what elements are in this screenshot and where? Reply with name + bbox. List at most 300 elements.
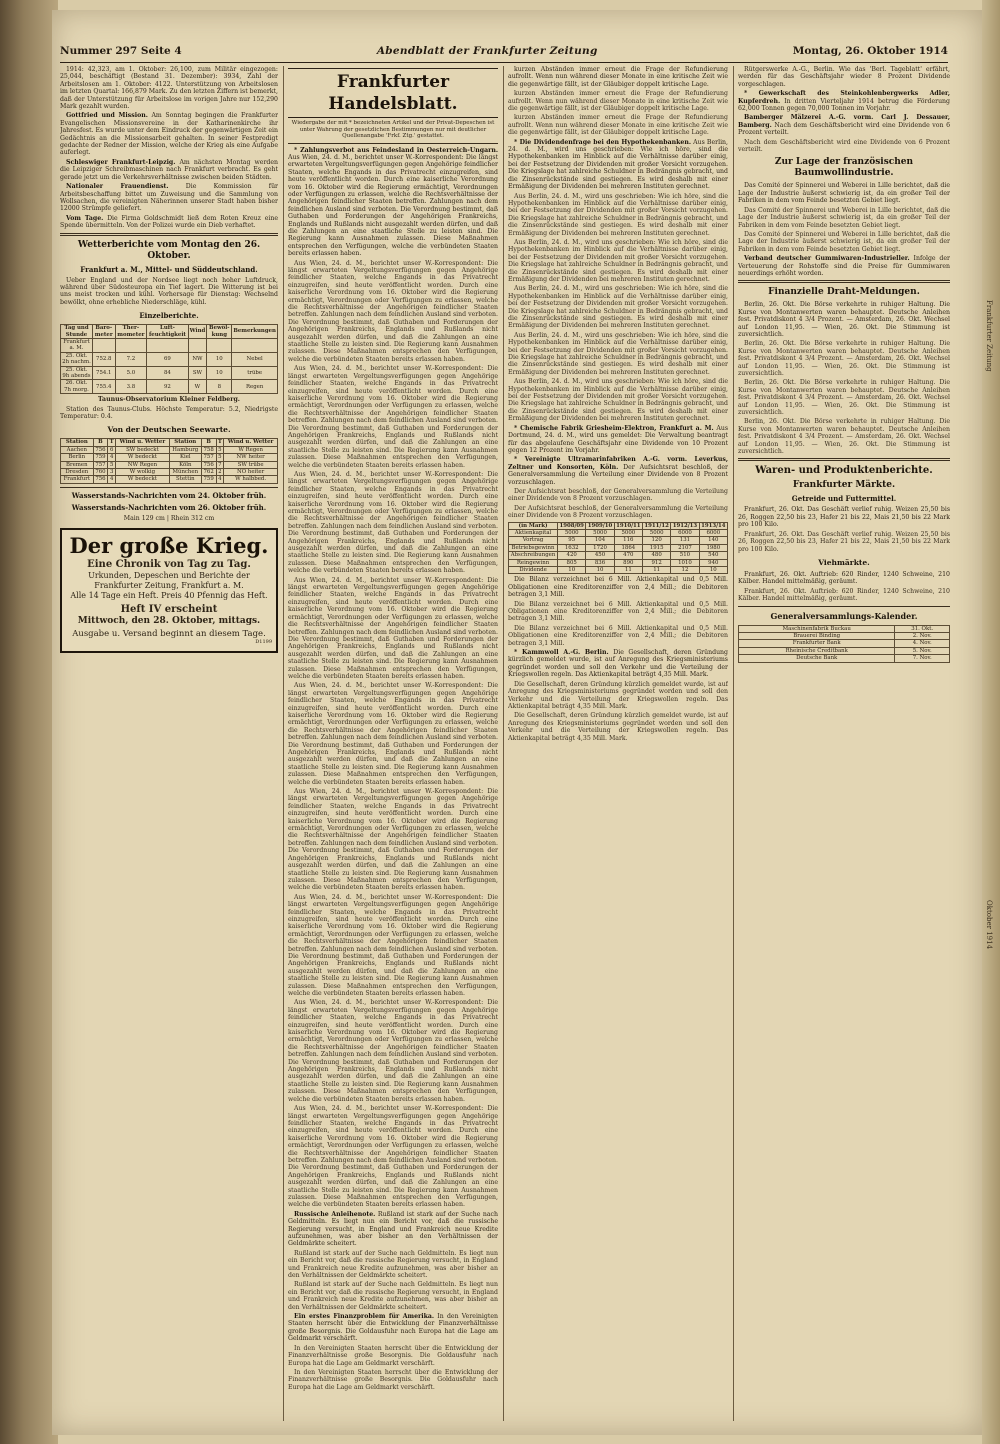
column-business xyxy=(508,66,728,1416)
bilanz-cell: 116 xyxy=(614,537,642,544)
seewarte-cell: NW Regen xyxy=(116,461,170,468)
seewarte-cell: Frankfurt xyxy=(61,476,94,483)
bilanz-cell: Reingewinn xyxy=(509,559,558,566)
article-zahlungsverbot-text-cont-9: Aus Wien, 24. d. M., berichtet unser W.-Korrespondent: Die längst erwarteten Vergeltungsverfügungen gegen Angehörige feindlicher Staaten, welche Engands in das Privatrecht einzugreifen, sind heute veröffentlicht worden. Durch eine kaiserliche Verordnung vom 16. Oktober wird die Regierung ermächtigt, Verordnungen oder Verfügungen zu erlassen, welche die Rechtsverhältnisse der Angehörigen feindlicher Staaten betreffen. Zahlungen nach dem feindlichen Ausland sind verboten. Die Verordnung bestimmt, daß Guthaben und Forderungen der Angehörigen Frankreichs, Englands und Rußlands nicht ausgezahlt werden dürfen, und daß die Zahlungen an eine staatliche Stelle zu leisten sind. Die Regierung kann Ausnahmen zulassen. Diese Maßnahmen entsprechen den Verfügungen, welche die verbündeten Staaten bereits erlassen haben. xyxy=(288,1105,498,1209)
seewarte-cell: 4 xyxy=(108,454,116,461)
weather-text: Ueber England und der Nordsee liegt noch hoher Luftdruck, während über Südosteuropa ein Tief lagert. Die Witterung ist bei uns meist trocken und kühl. Vorhersage für Dienstag: Wechselnd bewölkt, ohne erhebliche Niederschläge, kühl. xyxy=(60,276,278,306)
einzel-cell: 84 xyxy=(147,366,188,380)
einzel-cell: 10 xyxy=(207,352,232,366)
bilanz-row xyxy=(509,529,728,536)
einzel-cell: 8 xyxy=(207,380,232,394)
intro-paragraph: 1914: 42,323, am 1. Oktober: 26,100, zum Militär eingezogen: 25,044, beschäftigt (Bestand 31. Dezember): 3934, Zahl der Arbeitslosen am 1. Oktober: 4122. Unterstützung von Arbeitslosen im letzten Quartal: 166,879 Mark. Zu den letzten Ziffern ist bemerkt, daß der Unterstützung für Arbeitslose im vorigen Jahre nur 152,290 Mark gezahlt wurden. xyxy=(60,66,278,111)
article-zahlungsverbot-text-cont-2: Aus Wien, 24. d. M., berichtet unser W.-Korrespondent: Die längst erwarteten Vergeltungsverfügungen gegen Angehörige feindlicher Staaten, welche Engands in das Privatrecht einzugreifen, sind heute veröffentlicht worden. Durch eine kaiserliche Verordnung vom 16. Oktober wird die Regierung ermächtigt, Verordnungen oder Verfügungen zu erlassen, welche die Rechtsverhältnisse der Angehörigen feindlicher Staaten betreffen. Zahlungen nach dem feindlichen Ausland sind verboten. Die Verordnung bestimmt, daß Guthaben und Forderungen der Angehörigen Frankreichs, Englands und Rußlands nicht ausgezahlt werden dürfen, und daß die Zahlungen an eine staatliche Stelle zu leisten sind. Die Regierung kann Ausnahmen zulassen. Diese Maßnahmen entsprechen den Verfügungen, welche die verbündeten Staaten bereits erlassen haben. xyxy=(288,365,498,469)
einzel-header-cell: Ther-mometer xyxy=(115,325,147,339)
article-mission xyxy=(60,112,278,156)
seewarte-header-cell: T xyxy=(109,439,114,446)
gv-cell: Deutsche Bank xyxy=(739,655,895,662)
article-kammwoll-cont: Die Gesellschaft, deren Gründung kürzlich gemeldet wurde, ist auf Anregung des Kriegsministeriums gegründet worden und soll den Verkehr und die Verteilung der Kriegswollen regeln. Das Aktienkapital beträgt 4,35 Mill. Mark. xyxy=(508,680,728,710)
article-hypothekenbanken-cont-3: Aus Berlin, 24. d. M., wird uns geschrieben: Wie ich höre, sind die Hypothekenbanken im Hinblick auf die Verhältnisse darüber einig, bei der Festsetzung der Dividenden mit großer Vorsicht vorzugehen. Die Kriegslage hat zahlreiche Schuldner in Bedrängnis gebracht, und die Zinsenrückstände sind gestiegen. Es wird deshalb mit einer Ermäßigung der Dividenden bei mehreren Instituten gerechnet. xyxy=(508,285,728,330)
einzel-table xyxy=(60,324,278,394)
bilanz-cell: Dividende xyxy=(509,567,558,574)
article-vom-tage-head: Vom Tage. xyxy=(66,214,104,222)
einzel-cell: Frankfurt a. M. xyxy=(61,338,93,352)
seewarte-cell: 4 xyxy=(216,476,224,483)
bilanz-header-cell: 1911/12 xyxy=(644,522,669,529)
einzel-header-cell: Tag und Stunde xyxy=(61,325,93,339)
bilanz-text: Die Bilanz verzeichnet bei 6 Mill. Aktienkapital und 0,5 Mill. Obligationen eine Kreditorenziffer von 2,4 Mill.; die Debitoren betragen 3,1 Mill. xyxy=(508,576,728,599)
seewarte-cell: W halbbed. xyxy=(224,476,278,483)
baumwoll-text-cont: Das Comité der Spinnerei und Weberei in Lille berichtet, daß die Lage der Industrie äußerst schwierig ist, da ein großer Teil der Fabriken in dem vom Feinde besetzten Gebiet liegt. xyxy=(738,206,950,229)
waren-title: Waren- und Produktenberichte. xyxy=(755,465,933,477)
seewarte-row xyxy=(61,461,278,468)
bilanz-header-cell: 1908/09 xyxy=(559,522,584,529)
bilanz-cell: 5000 xyxy=(614,529,642,536)
einzel-header-cell: Bemerkungen xyxy=(232,325,278,339)
ad-line-3: Alle 14 Tage ein Heft. Preis 40 Pfennig das Heft. xyxy=(70,591,268,601)
seewarte-cell: 756 xyxy=(93,476,108,483)
seewarte-cell: 5 xyxy=(216,446,224,453)
article-gummi-head: Verband deutscher Gummiwaren-Industrieller. xyxy=(744,255,910,263)
article-hypothekenbanken-cont-4: Aus Berlin, 24. d. M., wird uns geschrieben: Wie ich höre, sind die Hypothekenbanken im Hinblick auf die Verhältnisse darüber einig, bei der Festsetzung der Dividenden mit großer Vorsicht vorzugehen. Die Kriegslage hat zahlreiche Schuldner in Bedrängnis gebracht, und die Zinsenrückstände sind gestiegen. Es wird deshalb mit einer Ermäßigung der Dividenden bei mehreren Instituten gerechnet. xyxy=(508,331,728,376)
article-refundierung-cont: kurzen Abständen immer erneut die Frage der Refundierung aufrollt. Wenn nun während dieser Monate in eine kritische Zeit wie die gegenwärtige fällt, ist der Gläubiger doppelt kritische Lage. xyxy=(508,90,728,113)
gv-cell: 31. Okt. xyxy=(895,625,950,632)
ad-line-5: Mittwoch, den 28. Oktober, mittags. xyxy=(77,616,261,627)
article-adler-head: * Gewerkschaft des Steinkohlenbergwerks Adler, Kupferdreh. xyxy=(738,90,950,105)
article-amerika-text-cont: In den Vereinigten Staaten herrscht über die Entwicklung der Finanzverhältnisse große Besorgnis. Die Goldausfuhr nach Europa hat die Lage am Geldmarkt verschärft. xyxy=(288,1344,498,1367)
article-ultramarin-cont-2: Der Aufsichtsrat beschloß, der Generalversammlung die Verteilung einer Dividende von 8 Prozent vorzuschlagen. xyxy=(508,504,728,520)
bilanz-text-cont: Die Bilanz verzeichnet bei 6 Mill. Aktienkapital und 0,5 Mill. Obligationen eine Kreditorenziffer von 2,4 Mill.; die Debitoren betragen 3,1 Mill. xyxy=(508,600,728,623)
divider xyxy=(738,280,950,283)
seewarte-row xyxy=(61,469,278,476)
baumwoll-text: Das Comité der Spinnerei und Weberei in Lille berichtet, daß die Lage der Industrie äußerst schwierig ist, da ein großer Teil der Fabriken in dem vom Feinde besetzten Gebiet liegt. xyxy=(738,182,950,205)
article-ultramarin-head: * Vereinigte Ultramarinfabriken A.-G. vorm. Leverkus, Zeltner und Konsorten, Köln. xyxy=(508,456,728,471)
seewarte-header-cell: B xyxy=(201,439,216,446)
article-ruetgers: Rütgerswerke A.-G., Berlin. Wie das 'Berl. Tageblatt' erfährt, werden für das Geschäftsjahr wieder 8 Prozent Dividende vorgeschlagen. xyxy=(738,66,950,88)
draht-text-cont-3: Berlin, 26. Okt. Die Börse verkehrte in ruhiger Haltung. Die Kurse von Montanwerten waren behauptet. Deutsche Anleihen fest. Privatdiskont 4 3/4 Prozent. — Amsterdam, 26. Okt. Wechsel auf London 11,95. — Wien, 26. Okt. Die Stimmung ist zuversichtlich. xyxy=(738,418,950,456)
seewarte-cell: 5 xyxy=(108,461,116,468)
maerkte-text-cont: Frankfurt, 26. Okt. Das Geschäft verlief ruhig. Weizen 25,50 bis 26, Roggen 22,50 bis 23, Hafer 21 bis 22, Mais 21,50 bis 22 Mark pro 100 Kilo. xyxy=(738,530,950,553)
masthead xyxy=(60,40,948,63)
seewarte-header-cell: T xyxy=(217,439,222,446)
weather-subtitle: Frankfurt a. M., Mittel- und Süddeutschland. xyxy=(80,264,258,274)
ad-line-1: Urkunden, Depeschen und Berichte der xyxy=(88,571,250,581)
taunus-text: Station des Taunus-Clubs. Höchste Temperatur: 5.2, Niedrigste Temperatur: 0.4. xyxy=(60,405,278,421)
bilanz-cell: 1864 xyxy=(614,544,642,551)
einzel-cell: 3.8 xyxy=(115,380,147,394)
article-anleihenote-text-cont-2: Rußland ist stark auf der Suche nach Geldmitteln. Es liegt nun ein Bericht vor, daß die russische Regierung versucht, in England und Frankreich neue Kredite aufzunehmen, was aber bisher an den Verhältnissen der Geldmärkte scheitert. xyxy=(288,1281,498,1311)
einzel-cell: 755.4 xyxy=(92,380,115,394)
seewarte-cell: NW heiter xyxy=(224,454,278,461)
article-frauendienst-text: Die Kommission für Arbeitsbeschaffung bittet um Zuweisung und die Sammlung von Wollsachen, die vereinigten Näherinnen unserer Stadt haben bisher 12000 Strümpfe geliefert. xyxy=(60,183,278,213)
gv-table xyxy=(738,625,950,663)
ad-line-4: Heft IV erscheint xyxy=(120,604,218,616)
seewarte-cell: 5 xyxy=(216,454,224,461)
edge-text-2: Oktober 1914 xyxy=(985,900,993,950)
einzel-cell: 25. Okt. 9h abends xyxy=(62,366,91,379)
divider xyxy=(738,606,950,607)
article-bamberger-text: Nach dem Geschäftsbericht wird eine Dividende von 6 Prozent verteilt. xyxy=(738,121,950,137)
seewarte-cell: 4 xyxy=(108,476,116,483)
bilanz-header-cell: 1909/10 xyxy=(587,522,613,529)
article-amerika-text: In den Vereinigten Staaten herrscht über die Entwicklung der Finanzverhältnisse große Besorgnis. Die Goldausfuhr nach Europa hat die Lage am Geldmarkt verschärft. xyxy=(288,1313,498,1343)
einzel-cell: Regen xyxy=(232,380,278,394)
gv-row xyxy=(739,625,950,632)
einzel-cell: 754.1 xyxy=(92,366,115,380)
column-local-news xyxy=(60,66,278,1216)
seewarte-cell: W Regen xyxy=(224,446,278,453)
article-kammwoll xyxy=(508,649,728,679)
article-hypothekenbanken-cont: Aus Berlin, 24. d. M., wird uns geschrieben: Wie ich höre, sind die Hypothekenbanken im Hinblick auf die Verhältnisse darüber einig, bei der Festsetzung der Dividenden mit großer Vorsicht vorzugehen. Die Kriegslage hat zahlreiche Schuldner in Bedrängnis gebracht, und die Zinsenrückstände sind gestiegen. Es wird deshalb mit einer Ermäßigung der Dividenden bei mehreren Instituten gerechnet. xyxy=(508,192,728,237)
bilanz-cell: 510 xyxy=(671,552,699,559)
article-frauendienst-head: Nationaler Frauendienst. xyxy=(66,183,169,191)
einzel-cell: trübe xyxy=(232,366,278,380)
seewarte-row xyxy=(61,454,278,461)
einzel-cell: 26. Okt. 7h morg. xyxy=(61,380,93,394)
bilanz-row xyxy=(509,567,728,574)
article-bamberger-cont: Nach dem Geschäftsbericht wird eine Dividende von 6 Prozent verteilt. xyxy=(738,138,950,154)
article-hypothekenbanken xyxy=(508,139,728,191)
bilanz-cell: 540 xyxy=(699,552,727,559)
bilanz-header-cell: (in Mark) xyxy=(509,522,558,529)
bilanz-cell: 11 xyxy=(614,567,642,574)
article-vom-tage xyxy=(60,215,278,230)
einzel-cell xyxy=(188,338,207,352)
einzel-cell: 7.2 xyxy=(115,352,147,366)
seewarte-cell: W bedeckt xyxy=(116,476,170,483)
handelsblatt-title: Frankfurter Handelsblatt. xyxy=(288,68,498,118)
article-anleihenote-head: Russische Anleihenote. xyxy=(294,1210,376,1218)
article-schleswig-head: Schleswiger Frankfurt-Leipzig. xyxy=(66,158,176,166)
seewarte-cell: 3 xyxy=(108,469,116,476)
article-griesheim-head: * Chemische Fabrik Griesheim-Elektron, Frankfurt a. M. xyxy=(514,424,714,432)
bilanz-cell: 940 xyxy=(699,559,727,566)
article-hypothekenbanken-cont-5: Aus Berlin, 24. d. M., wird uns geschrieben: Wie ich höre, sind die Hypothekenbanken im Hinblick auf die Verhältnisse darüber einig, bei der Festsetzung der Dividenden mit großer Vorsicht vorzugehen. Die Kriegslage hat zahlreiche Schuldner in Bedrängnis gebracht, und die Zinsenrückstände sind gestiegen. Es wird deshalb mit einer Ermäßigung der Dividenden bei mehreren Instituten gerechnet. xyxy=(508,378,728,423)
paper-title: Abendblatt der Frankfurter Zeitung xyxy=(376,45,598,57)
article-kammwoll-cont-2: Die Gesellschaft, deren Gründung kürzlich gemeldet wurde, ist auf Anregung des Kriegsministeriums gegründet worden und soll den Verkehr und die Verteilung der Kriegswollen regeln. Das Aktienkapital beträgt 4,35 Mill. Mark. xyxy=(508,712,728,742)
advertisement-der-grosse-krieg xyxy=(60,528,278,652)
seewarte-cell: 758 xyxy=(201,446,216,453)
article-frauendienst xyxy=(60,183,278,213)
column-divider-1 xyxy=(283,66,284,1421)
bilanz-cell: 2107 xyxy=(671,544,699,551)
seewarte-cell: 756 xyxy=(93,446,108,453)
bilanz-cell: 912 xyxy=(642,559,670,566)
seewarte-cell: 760 xyxy=(93,469,108,476)
article-kammwoll-text: Die Gesellschaft, deren Gründung kürzlich gemeldet wurde, ist auf Anregung des Kriegsministeriums gegründet worden und soll den Verkehr und die Verteilung der Kriegswollen regeln. Das Aktienkapital beträgt 4,35 Mill. Mark. xyxy=(508,649,728,679)
article-schleswig-text: Am nächsten Montag werden die Leipziger Schreibmaschinen nach Frankfurt verbracht. Es geht gerade jetzt um die Verkehrsverhältnisse zwischen beiden Städten. xyxy=(60,158,278,181)
gv-cell: 4. Nov. xyxy=(895,640,950,647)
draht-title: Finanzielle Draht-Meldungen. xyxy=(768,287,920,298)
article-ultramarin-cont: Der Aufsichtsrat beschloß, der Generalversammlung die Verteilung einer Dividende von 8 Prozent vorzuschlagen. xyxy=(508,487,728,503)
ad-code: D1199 xyxy=(255,639,272,646)
seewarte-cell: Berlin xyxy=(61,454,94,461)
einzel-cell xyxy=(147,338,188,352)
seewarte-cell: Aachen xyxy=(61,446,94,453)
handelsblatt-note: Wiedergabe der mit * bezeichneten Artikel und der Privat-Depeschen ist unter Wahrung der gesetzlichen Bestimmungen nur mit deutlicher Quellenangabe 'Frkf. Ztg.' gestattet. xyxy=(291,120,495,139)
bilanz-header-cell: 1910/11 xyxy=(616,522,641,529)
bilanz-row xyxy=(509,537,728,544)
seewarte-title: Von der Deutschen Seewarte. xyxy=(107,425,231,435)
bilanz-cell: 12 xyxy=(671,567,699,574)
article-zahlungsverbot-text-cont-5: Aus Wien, 24. d. M., berichtet unser W.-Korrespondent: Die längst erwarteten Vergeltungsverfügungen gegen Angehörige feindlicher Staaten, welche Engands in das Privatrecht einzugreifen, sind heute veröffentlicht worden. Durch eine kaiserliche Verordnung vom 16. Oktober wird die Regierung ermächtigt, Verordnungen oder Verfügungen zu erlassen, welche die Rechtsverhältnisse der Angehörigen feindlicher Staaten betreffen. Zahlungen nach dem feindlichen Ausland sind verboten. Die Verordnung bestimmt, daß Guthaben und Forderungen der Angehörigen Frankreichs, Englands und Rußlands nicht ausgezahlt werden dürfen, und daß die Zahlungen an eine staatliche Stelle zu leisten sind. Die Regierung kann Ausnahmen zulassen. Diese Maßnahmen entsprechen den Verfügungen, welche die verbündeten Staaten bereits erlassen haben. xyxy=(288,682,498,786)
bilanz-cell: 1720 xyxy=(586,544,614,551)
article-griesheim xyxy=(508,425,728,455)
einzel-cell xyxy=(232,338,278,352)
bilanz-cell: Betriebsgewinn xyxy=(509,544,558,551)
seewarte-header-cell: Wind u. Wetter xyxy=(116,439,170,446)
bilanz-cell: 470 xyxy=(614,552,642,559)
bilanz-cell: 11 xyxy=(642,567,670,574)
article-adler-text: In dritten Vierteljahr 1914 betrug die Förderung 62,000 Tonnen gegen 70,000 Tonnen im Vorjahr. xyxy=(738,97,950,113)
bilanz-cell: 131 xyxy=(671,537,699,544)
vieh-title: Viehmärkte. xyxy=(818,557,870,567)
gv-cell: Brauerei Binding xyxy=(739,632,895,639)
einzel-cell: 10 xyxy=(207,366,232,380)
article-mission-head: Gottfried und Mission. xyxy=(66,112,148,120)
bilanz-text-cont-2: Die Bilanz verzeichnet bei 6 Mill. Aktienkapital und 0,5 Mill. Obligationen eine Kreditorenziffer von 2,4 Mill.; die Debitoren betragen 3,1 Mill. xyxy=(508,624,728,647)
article-hypothekenbanken-head: * Die Dividendenfrage bei den Hypothekenbanken. xyxy=(514,138,691,146)
seewarte-table xyxy=(60,438,278,483)
bilanz-cell: 6000 xyxy=(671,529,699,536)
seewarte-cell: W wolkig xyxy=(116,469,170,476)
einzel-cell xyxy=(115,338,147,352)
bilanz-cell: 10 xyxy=(558,567,586,574)
bilanz-cell: 5000 xyxy=(586,529,614,536)
seewarte-row xyxy=(61,446,278,453)
seewarte-cell: München xyxy=(169,469,201,476)
seewarte-header-cell: Station xyxy=(61,439,94,446)
einzel-cell: 752.8 xyxy=(92,352,115,366)
gv-row xyxy=(739,640,950,647)
edge-text-1: Frankfurter Zeitung xyxy=(985,300,993,372)
einzel-cell: Nebel xyxy=(232,352,278,366)
wasser-text: Main 129 cm | Rhein 312 cm xyxy=(123,514,215,522)
bilanz-cell: Aktienkapital xyxy=(509,529,558,536)
einzel-row xyxy=(61,380,278,394)
column-divider-3 xyxy=(733,66,734,1421)
vieh-text: Frankfurt, 26. Okt. Auftrieb: 620 Rinder, 1240 Schweine, 210 Kälber. Handel mittelmäßig, geräumt. xyxy=(738,570,950,586)
article-bamberger-head: Bamberger Mälzerei A.-G. vorm. Carl J. Dessauer, Bamberg. xyxy=(738,114,950,129)
gv-row xyxy=(739,655,950,662)
einzel-header-cell: Wind xyxy=(188,325,207,339)
article-amerika-head: Ein erstes Finanzproblem für Amerika. xyxy=(294,1313,435,1321)
einzel-cell: 92 xyxy=(147,380,188,394)
gv-row xyxy=(739,647,950,654)
seewarte-cell: 2 xyxy=(216,469,224,476)
article-zahlungsverbot-text-cont-7: Aus Wien, 24. d. M., berichtet unser W.-Korrespondent: Die längst erwarteten Vergeltungsverfügungen gegen Angehörige feindlicher Staaten, welche Engands in das Privatrecht einzugreifen, sind heute veröffentlicht worden. Durch eine kaiserliche Verordnung vom 16. Oktober wird die Regierung ermächtigt, Verordnungen oder Verfügungen zu erlassen, welche die Rechtsverhältnisse der Angehörigen feindlicher Staaten betreffen. Zahlungen nach dem feindlichen Ausland sind verboten. Die Verordnung bestimmt, daß Guthaben und Forderungen der Angehörigen Frankreichs, Englands und Rußlands nicht ausgezahlt werden dürfen, und daß die Zahlungen an eine staatliche Stelle zu leisten sind. Die Regierung kann Ausnahmen zulassen. Diese Maßnahmen entsprechen den Verfügungen, welche die verbündeten Staaten bereits erlassen haben. xyxy=(288,893,498,997)
gv-cell: Frankfurter Bank xyxy=(739,640,895,647)
article-zahlungsverbot xyxy=(288,147,498,258)
bilanz-cell: Vortrag xyxy=(509,537,558,544)
wasser-title-2: Wasserstands-Nachrichten vom 26. Oktober früh. xyxy=(71,502,267,512)
column-divider-2 xyxy=(503,66,504,1421)
wasser-title-1: Wasserstands-Nachrichten vom 24. Oktober früh. xyxy=(71,490,267,500)
seewarte-cell: SW trübe xyxy=(224,461,278,468)
einzel-cell: NW xyxy=(188,352,207,366)
article-zahlungsverbot-head: * Zahlungsverbot aus Feindesland in Oesterreich-Ungarn. xyxy=(294,146,498,154)
article-refundierung-cont-2: kurzen Abständen immer erneut die Frage der Refundierung aufrollt. Wenn nun während dieser Monate in eine kritische Zeit wie die gegenwärtige fällt, ist der Gläubiger doppelt kritische Lage. xyxy=(508,114,728,137)
article-anleihenote-text: Rußland ist stark auf der Suche nach Geldmitteln. Es liegt nun ein Bericht vor, daß die russische Regierung versucht, in England und Frankreich neue Kredite aufzunehmen, was aber bisher an den Verhältnissen der Geldmärkte scheitert. xyxy=(288,1210,498,1248)
article-adler xyxy=(738,90,950,112)
seewarte-cell: 759 xyxy=(201,476,216,483)
article-ultramarin xyxy=(508,456,728,486)
gv-row xyxy=(739,632,950,639)
issue-date: Montag, 26. Oktober 1914 xyxy=(792,45,948,57)
issue-number: Nummer 297 Seite 4 xyxy=(60,45,182,57)
einzel-header-cell: Baro-meter xyxy=(92,325,115,339)
seewarte-cell: 759 xyxy=(93,454,108,461)
einzel-cell: 25. Okt. 2h nachm. xyxy=(62,352,91,366)
bilanz-cell: 450 xyxy=(586,552,614,559)
einzel-row xyxy=(61,366,278,380)
bilanz-cell: 5000 xyxy=(558,529,586,536)
seewarte-header-cell: Station xyxy=(169,439,201,446)
draht-text-cont: Berlin, 26. Okt. Die Börse verkehrte in ruhiger Haltung. Die Kurse von Montanwerten waren behauptet. Deutsche Anleihen fest. Privatdiskont 4 3/4 Prozent. — Amsterdam, 26. Okt. Wechsel auf London 11,95. — Wien, 26. Okt. Die Stimmung ist zuversichtlich. xyxy=(738,340,950,377)
bilanz-cell: 10 xyxy=(699,567,727,574)
bilanz-cell: 6000 xyxy=(699,529,727,536)
einzel-cell: W xyxy=(188,380,207,394)
article-kammwoll-head: * Kammwoll A.-G. Berlin. xyxy=(514,649,609,657)
einzel-header-cell: Bewöl-kung xyxy=(207,325,232,339)
divider xyxy=(60,233,278,236)
seewarte-cell: Stettin xyxy=(169,476,201,483)
seewarte-cell: Köln xyxy=(169,461,201,468)
article-hypothekenbanken-cont-2: Aus Berlin, 24. d. M., wird uns geschrieben: Wie ich höre, sind die Hypothekenbanken im Hinblick auf die Verhältnisse darüber einig, bei der Festsetzung der Dividenden mit großer Vorsicht vorzugehen. Die Kriegslage hat zahlreiche Schuldner in Bedrängnis gebracht, und die Zinsenrückstände sind gestiegen. Es wird deshalb mit einer Ermäßigung der Dividenden bei mehreren Instituten gerechnet. xyxy=(508,238,728,283)
maerkte-title: Frankfurter Märkte. xyxy=(792,480,896,491)
gv-cell: Maschinenfabrik Buckau xyxy=(739,625,895,632)
einzel-cell: SW xyxy=(188,366,207,380)
bilanz-row xyxy=(509,559,728,566)
seewarte-cell: NO heiter xyxy=(224,469,278,476)
bilanz-cell: 890 xyxy=(614,559,642,566)
gv-cell: 2. Nov. xyxy=(895,632,950,639)
bilanz-table xyxy=(508,522,728,575)
column-markets xyxy=(738,66,950,1416)
einzel-title: Einzelberichte. xyxy=(139,311,199,321)
einzel-cell: 69 xyxy=(147,352,188,366)
article-schleswig xyxy=(60,159,278,181)
article-mission-text: Am Sonntag begingen die Frankfurter Evangelischen Missionsvereine in der Katharinenkirche ihr Jahresfest. Es wurde unter dem Eindruck der gegenwärtigen Zeit ein Gedächtnis an die Missionsarbeit gehalten. In seiner Festpredigt gedachte der Redner der Mission, welche der Krieg als eine Aufgabe auferlegt. xyxy=(60,112,278,157)
article-amerika xyxy=(288,1313,498,1343)
baumwoll-title: Zur Lage der französischen Baumwollindustrie. xyxy=(774,157,914,179)
ad-line-6: Ausgabe u. Versand beginnt an diesem Tage. xyxy=(72,629,266,640)
draht-text: Berlin, 26. Okt. Die Börse verkehrte in ruhiger Haltung. Die Kurse von Montanwerten waren behauptet. Deutsche Anleihen fest. Privatdiskont 4 3/4 Prozent. — Amsterdam, 26. Okt. Wechsel auf London 11,95. — Wien, 26. Okt. Die Stimmung ist zuversichtlich. xyxy=(738,301,950,338)
article-vom-tage-text: Die Firma Goldschmidt ließ dem Roten Kreuz eine Spende übermitteln. Von der Polizei wurde ein Dieb verhaftet. xyxy=(60,214,278,230)
article-griesheim-text: Aus Dortmund, 24. d. M., wird uns gemeldet: Die Verwaltung beantragt für das abgelaufene Geschäftsjahr eine Dividende von 10 Prozent gegen 12 Prozent im Vorjahr. xyxy=(508,424,728,454)
article-gummi xyxy=(738,255,950,277)
seewarte-cell: 762 xyxy=(201,469,216,476)
book-binding xyxy=(0,0,58,1444)
bilanz-cell: 805 xyxy=(558,559,586,566)
article-gummi-text: Infolge der Verteuerung der Rohstoffe sind die Preise für Gummiwaren neuerdings erhöht worden. xyxy=(738,255,950,277)
seewarte-cell: Bremen xyxy=(61,461,94,468)
bilanz-header-cell: 1913/14 xyxy=(701,522,726,529)
gv-title: Generalversammlungs-Kalender. xyxy=(770,610,918,621)
article-zahlungsverbot-text-cont-8: Aus Wien, 24. d. M., berichtet unser W.-Korrespondent: Die längst erwarteten Vergeltungsverfügungen gegen Angehörige feindlicher Staaten, welche Engands in das Privatrecht einzugreifen, sind heute veröffentlicht worden. Durch eine kaiserliche Verordnung vom 16. Oktober wird die Regierung ermächtigt, Verordnungen oder Verfügungen zu erlassen, welche die Rechtsverhältnisse der Angehörigen feindlicher Staaten betreffen. Zahlungen nach dem feindlichen Ausland sind verboten. Die Verordnung bestimmt, daß Guthaben und Forderungen der Angehörigen Frankreichs, Englands und Rußlands nicht ausgezahlt werden dürfen, und daß die Zahlungen an eine staatliche Stelle zu leisten sind. Die Regierung kann Ausnahmen zulassen. Diese Maßnahmen entsprechen den Verfügungen, welche die verbündeten Staaten bereits erlassen haben. xyxy=(288,999,498,1103)
seewarte-cell: 7 xyxy=(216,461,224,468)
bilanz-cell: 104 xyxy=(586,537,614,544)
seewarte-cell: SW bedeckt xyxy=(116,446,170,453)
baumwoll-text-cont-2: Das Comité der Spinnerei und Weberei in Lille berichtet, daß die Lage der Industrie äußerst schwierig ist, da ein großer Teil der Fabriken in dem vom Feinde besetzten Gebiet liegt. xyxy=(738,230,950,253)
seewarte-row xyxy=(61,476,278,483)
article-anleihenote-text-cont: Rußland ist stark auf der Suche nach Geldmitteln. Es liegt nun ein Bericht vor, daß die russische Regierung versucht, in England und Frankreich neue Kredite aufzunehmen, was aber bisher an den Verhältnissen der Geldmärkte scheitert. xyxy=(288,1249,498,1280)
bilanz-cell: 140 xyxy=(699,537,727,544)
seewarte-header-cell: B xyxy=(93,439,108,446)
bilanz-cell: 95 xyxy=(558,537,586,544)
taunus-title: Taunus-Observatorium Kleiner Feldberg. xyxy=(98,396,240,404)
einzel-header-cell: Luft-feuchtigkeit xyxy=(147,325,188,339)
bilanz-cell: 1010 xyxy=(671,559,699,566)
bilanz-cell: Abschreibungen xyxy=(509,552,558,559)
article-zahlungsverbot-text-cont-4: Aus Wien, 24. d. M., berichtet unser W.-Korrespondent: Die längst erwarteten Vergeltungsverfügungen gegen Angehörige feindlicher Staaten, welche Engands in das Privatrecht einzugreifen, sind heute veröffentlicht worden. Durch eine kaiserliche Verordnung vom 16. Oktober wird die Regierung ermächtigt, Verordnungen oder Verfügungen zu erlassen, welche die Rechtsverhältnisse der Angehörigen feindlicher Staaten betreffen. Zahlungen nach dem feindlichen Ausland sind verboten. Die Verordnung bestimmt, daß Guthaben und Forderungen der Angehörigen Frankreichs, Englands und Rußlands nicht ausgezahlt werden dürfen, und daß die Zahlungen an eine staatliche Stelle zu leisten sind. Die Regierung kann Ausnahmen zulassen. Diese Maßnahmen entsprechen den Verfügungen, welche die verbündeten Staaten bereits erlassen haben. xyxy=(288,576,498,680)
article-ultramarin-text: Der Aufsichtsrat beschloß, der Generalversammlung die Verteilung einer Dividende von 8 Prozent vorzuschlagen. xyxy=(508,463,728,486)
bilanz-cell: 10 xyxy=(586,567,614,574)
gv-cell: 5. Nov. xyxy=(895,647,950,654)
ad-subtitle: Eine Chronik von Tag zu Tag. xyxy=(87,559,251,571)
article-zahlungsverbot-text: Aus Wien, 24. d. M., berichtet unser W.-Korrespondent: Die längst erwarteten Vergeltungsverfügungen gegen Angehörige feindlicher Staaten, welche Engands in das Privatrecht einzugreifen, sind heute veröffentlicht worden. Durch eine kaiserliche Verordnung vom 16. Oktober wird die Regierung ermächtigt, Verordnungen oder Verfügungen zu erlassen, welche die Rechtsverhältnisse der Angehörigen feindlicher Staaten betreffen. Zahlungen nach dem feindlichen Ausland sind verboten. Die Verordnung bestimmt, daß Guthaben und Forderungen der Angehörigen Frankreichs, Englands und Rußlands nicht ausgezahlt werden dürfen, und daß die Zahlungen an eine staatliche Stelle zu leisten sind. Die Regierung kann Ausnahmen zulassen. Diese Maßnahmen entsprechen den Verfügungen, welche die verbündeten Staaten bereits erlassen haben. xyxy=(288,153,498,258)
seewarte-cell: Hamburg xyxy=(169,446,201,453)
divider xyxy=(738,458,950,461)
maerkte-text: Frankfurt, 26. Okt. Das Geschäft verlief ruhig. Weizen 25,50 bis 26, Roggen 22,50 bis 23, Hafer 21 bis 22, Mais 21,50 bis 22 Mark pro 100 Kilo. xyxy=(738,506,950,529)
gv-cell: Rheinische Creditbank xyxy=(739,647,895,654)
seewarte-cell: 757 xyxy=(93,461,108,468)
next-page-edge xyxy=(982,0,1000,1444)
article-hypothekenbanken-text: Aus Berlin, 24. d. M., wird uns geschrieben: Wie ich höre, sind die Hypothekenbanken im Hinblick auf die Verhältnisse darüber einig, bei der Festsetzung der Dividenden mit großer Vorsicht vorzugehen. Die Kriegslage hat zahlreiche Schuldner in Bedrängnis gebracht, und die Zinsenrückstände sind gestiegen. Es wird deshalb mit einer Ermäßigung der Dividenden bei mehreren Instituten gerechnet. xyxy=(508,138,728,191)
bilanz-row xyxy=(509,552,728,559)
column-handelsblatt xyxy=(288,66,498,1416)
einzel-cell: 5.0 xyxy=(115,366,147,380)
article-zahlungsverbot-text-cont-6: Aus Wien, 24. d. M., berichtet unser W.-Korrespondent: Die längst erwarteten Vergeltungsverfügungen gegen Angehörige feindlicher Staaten, welche Engands in das Privatrecht einzugreifen, sind heute veröffentlicht worden. Durch eine kaiserliche Verordnung vom 16. Oktober wird die Regierung ermächtigt, Verordnungen oder Verfügungen zu erlassen, welche die Rechtsverhältnisse der Angehörigen feindlicher Staaten betreffen. Zahlungen nach dem feindlichen Ausland sind verboten. Die Verordnung bestimmt, daß Guthaben und Forderungen der Angehörigen Frankreichs, Englands und Rußlands nicht ausgezahlt werden dürfen, und daß die Zahlungen an eine staatliche Stelle zu leisten sind. Die Regierung kann Ausnahmen zulassen. Diese Maßnahmen entsprechen den Verfügungen, welche die verbündeten Staaten bereits erlassen haben. xyxy=(288,788,498,892)
article-anleihenote xyxy=(288,1211,498,1248)
bilanz-cell: 1915 xyxy=(642,544,670,551)
bilanz-cell: 120 xyxy=(642,537,670,544)
seewarte-cell: 756 xyxy=(201,461,216,468)
bilanz-cell: 1980 xyxy=(699,544,727,551)
divider xyxy=(60,487,278,488)
article-refundierung: kurzen Abständen immer erneut die Frage der Refundierung aufrollt. Wenn nun während dieser Monate in eine kritische Zeit wie die gegenwärtige fällt, ist der Gläubiger doppelt kritische Lage. xyxy=(508,66,728,88)
weather-title: Wetterberichte vom Montag den 26. Oktober. xyxy=(77,239,261,261)
bilanz-cell: 420 xyxy=(558,552,586,559)
article-zahlungsverbot-text-cont-3: Aus Wien, 24. d. M., berichtet unser W.-Korrespondent: Die längst erwarteten Vergeltungsverfügungen gegen Angehörige feindlicher Staaten, welche Engands in das Privatrecht einzugreifen, sind heute veröffentlicht worden. Durch eine kaiserliche Verordnung vom 16. Oktober wird die Regierung ermächtigt, Verordnungen oder Verfügungen zu erlassen, welche die Rechtsverhältnisse der Angehörigen feindlicher Staaten betreffen. Zahlungen nach dem feindlichen Ausland sind verboten. Die Verordnung bestimmt, daß Guthaben und Forderungen der Angehörigen Frankreichs, Englands und Rußlands nicht ausgezahlt werden dürfen, und daß die Zahlungen an eine staatliche Stelle zu leisten sind. Die Regierung kann Ausnahmen zulassen. Diese Maßnahmen entsprechen den Verfügungen, welche die verbündeten Staaten bereits erlassen haben. xyxy=(288,470,498,575)
gv-cell: 7. Nov. xyxy=(895,655,950,662)
vieh-text-cont: Frankfurt, 26. Okt. Auftrieb: 620 Rinder, 1240 Schweine, 210 Kälber. Handel mittelmäßig, geräumt. xyxy=(738,587,950,603)
article-bamberger xyxy=(738,114,950,136)
divider xyxy=(288,143,498,144)
bilanz-row xyxy=(509,544,728,551)
seewarte-cell: 757 xyxy=(201,454,216,461)
einzel-row xyxy=(61,352,278,366)
article-zahlungsverbot-text-cont: Aus Wien, 24. d. M., berichtet unser W.-Korrespondent: Die längst erwarteten Vergeltungsverfügungen gegen Angehörige feindlicher Staaten, welche Engands in das Privatrecht einzugreifen, sind heute veröffentlicht worden. Durch eine kaiserliche Verordnung vom 16. Oktober wird die Regierung ermächtigt, Verordnungen oder Verfügungen zu erlassen, welche die Rechtsverhältnisse der Angehörigen feindlicher Staaten betreffen. Zahlungen nach dem feindlichen Ausland sind verboten. Die Verordnung bestimmt, daß Guthaben und Forderungen der Angehörigen Frankreichs, Englands und Rußlands nicht ausgezahlt werden dürfen, und daß die Zahlungen an eine staatliche Stelle zu leisten sind. Die Regierung kann Ausnahmen zulassen. Diese Maßnahmen entsprechen den Verfügungen, welche die verbündeten Staaten bereits erlassen haben. xyxy=(288,259,498,363)
bilanz-cell: 480 xyxy=(642,552,670,559)
bilanz-cell: 1632 xyxy=(558,544,586,551)
einzel-cell xyxy=(92,338,115,352)
draht-text-cont-2: Berlin, 26. Okt. Die Börse verkehrte in ruhiger Haltung. Die Kurse von Montanwerten waren behauptet. Deutsche Anleihen fest. Privatdiskont 4 3/4 Prozent. — Amsterdam, 26. Okt. Wechsel auf London 11,95. — Wien, 26. Okt. Die Stimmung ist zuversichtlich. xyxy=(738,379,950,417)
ad-title: Der große Krieg. xyxy=(69,533,269,559)
einzel-row xyxy=(61,338,278,352)
seewarte-header-cell: Wind u. Wetter xyxy=(224,439,278,446)
ad-line-2: Frankfurter Zeitung, Frankfurt a. M. xyxy=(94,581,244,591)
seewarte-cell: Dresden xyxy=(61,469,94,476)
seewarte-cell: W bedeckt xyxy=(116,454,170,461)
article-amerika-text-cont-2: In den Vereinigten Staaten herrscht über die Entwicklung der Finanzverhältnisse große Besorgnis. Die Goldausfuhr nach Europa hat die Lage am Geldmarkt verschärft. xyxy=(288,1368,498,1391)
bilanz-cell: 836 xyxy=(586,559,614,566)
seewarte-cell: Kiel xyxy=(169,454,201,461)
einzel-cell xyxy=(207,338,232,352)
bilanz-cell: 5000 xyxy=(642,529,670,536)
maerkte-subtitle: Getreide und Futtermittel. xyxy=(791,494,897,504)
seewarte-cell: 6 xyxy=(108,446,116,453)
bilanz-header-cell: 1912/13 xyxy=(672,522,698,529)
